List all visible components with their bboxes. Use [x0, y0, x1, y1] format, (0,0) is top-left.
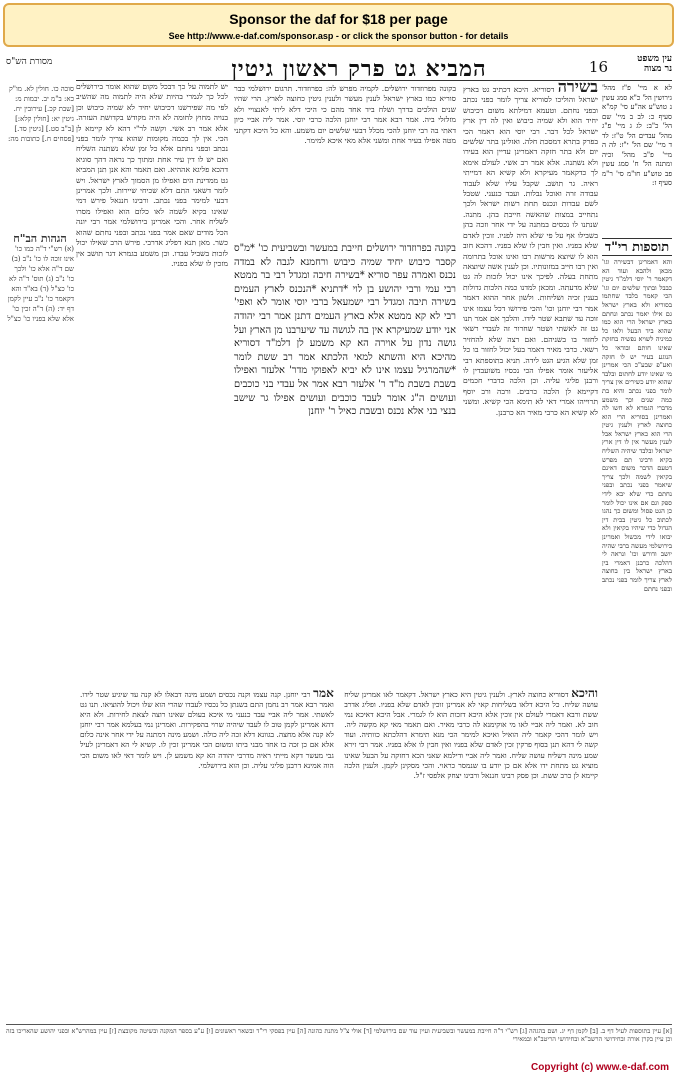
copyright-notice: Copyright (c) www.e-daf.com — [531, 1062, 669, 1073]
rashi-start-word: בשירה — [557, 82, 598, 96]
lower-left-commentary — [80, 688, 334, 1018]
masoret-hashas-refs: סוכה כו. חולין לא. מו"ק כא: ב"מ יב. יבמות מ: [שבת קכ.] עירובין יח. גיטין יא: [חולין קלא:] [ב"ב סט.] [גיטין סד.] [פסחים ח.] כתובות מה: — [8, 85, 74, 143]
page-header-title: המביא גט פרק ראשון גיטין — [231, 56, 487, 82]
lower-left-start-word: אמר — [313, 688, 334, 700]
masoret-hashas-label: מסורת הש"ס — [6, 57, 53, 67]
gemara-text: בקונה בפרוזדור ירושלים חייבת במעשר ובשביעית כו' *מ"ס קסבר כיבוש יחיד שמיה כיבוש ורחמנא לגבה לא במדה נכנס ואמרה עפר סוריא *בשירה חיבה ומגדל רבי בר ממטא רבי עמי ורבי יהושע בן לוי *דתניא *הנכנס לארץ העמים בשירה תיבה ומגדל רבי ישמעאל ברבי יוסי אומר לא ואפי' רבי לא קא ממטא אלא בארץ העמים דתנן אמר רבי יהודה אני יודע שמעיקרא אין בה לגושה עד שיערבנו מן הארץ ועל גושה נדון על אוירה הא קא משמע לן דלמ"ד דסוריא מהיכא היא והשתא למאי הלכתא אמר רב ששת לומר *שהמרגיל עצמו אינו לא יביא לאפוקי מדר' אלעזר ואפילו בשבת בשבת מ"ד ר' אלעזר רבא אמר אל עבדי בני כוכבים ועושים ה"ג אומר לעבד כוכבים ועושים אפילו גר שישב בנצי בני אלא נכנס ובשבת כאיל ר' יוחנן — [234, 243, 456, 418]
masoret-hashas-column — [6, 84, 74, 964]
sponsor-subtitle: See http://www.e-daf.com/sponsor.asp - or click the sponsor button - for details — [168, 31, 509, 41]
tosafot-rid-title: תוספות רי"ד — [602, 238, 672, 256]
tosafot-rid-text: והא דאמרינן דבשירה וגו' מכאן ולהבא ועוד הא דקאמר ר' יוסי דלמ"ד גיטין כבבל ובתוך שלשים יום וגו' הכי קאמר בלבד שחתמו בסוריא ולא בארץ ישראל גם אילו יאמר נכתב ונחתם בארץ ישראל הרי הוא כמו שהוא ביד הבעל ולאו כל כמיניה לשויא נפשיה בחזקת שאינו חותם ובודאי כל הנוגע בעיר יש לו חזקה ואע"פ שבע"כ הכי אמרינן מי שאינו יודע לחתום ובלבד שהוא יודע כשירים אין צריך לומר בפני נכתב והיא בת כמה שנים וכך משמע מדברי הגמרא לא חשו לה ואמרינן בסוריא הרי הוא כחוצה לארץ ולענין גיטין הרי הוא כארץ ישראל אבל לענין מעשר אין לו דין ארץ ישראל ובלבד שיהיה השליח בקיא ורבינו תם מפרש דטעם הדבר משום דאינם בקיאין לשמה ולכך צריך שיאמר בפני נכתב ובפני נחתם כדי שלא יבא לידי ספק וגם אם אינו יכול לומר כן הגט פסול ומשום כך נהגו לכתוב כל גיטין בבית דין הגדול כדי שיהיו בקיאין ולא יבואו לידי מכשול ואמרינן בירושלמי מעשה ברבי שהיה יושב ודורש וכו' ונראה לי דהלכה כרבנן דאמרי בין בארץ ישראל בין בחוצה לארץ צריך לומר בפני נכתב ובפני נחתם — [602, 258, 672, 593]
ein-mishpat-label: עין משפט נר מצוה — [637, 54, 672, 74]
hagahot-habach-text: (א) רש"י ד"ה כמו כו' אינו זוכה לו כו' נ"ב (ב) שם ד"ה אלא כו' ולכך כו' נ"ב (ג) תוס' ד"ה לא כו' כצ"ל (ד) בא"ד והא דקאמר כו' נ"ב עיין לקמן דף יד: (ה) ד"ה זכין כו' אלא שלא בפניו כו' כצ"ל — [7, 245, 74, 323]
sponsor-title: Sponsor the daf for $18 per page — [229, 11, 448, 27]
tosafot-commentary: יש לתמוה על כך דבכל מקום שהוא אומר בירושלים לכל כך לגמרי בהיות שלא היה לתמוה מה שהשיב לפי מה שפירשנו דכיבוש יחיד לא שמיה כיבוש וכן בנויה מחוץ לחומה לא היה מקודש בקדושת העזרה. אלא אמר רב אשי. וקשה לר"י דהא לא קיימא לן הכי. אין לך בכמה מקומות שהוא צריך לומר בפני נכתב ובפני נחתם אלא כל זמן שלא נשתנה השליח ואם יש לו דין עיר אחת ומתוך כך נראה דהך סוגיא דהכא פליגא אההיא. ואם תאמר והא אנן תנן המביא גט ממדינת הים ואפילו מן הסמוך לארץ ישראל. ויש לומר דשאני התם דלא שכיחי שיירות. ולכך אמרינן דבעי למימר בפני נכתב. ורבינו חננאל פירש דמי שאינו בקיא לשמה לאו כלום הוא ואפילו מסרו לשליח אחר. והכי אמרינן בירושלמי אמר רבי יונה הכל מודים שאם אמר בפני נכתב ובפני נחתם שהוא כשר. מאן תנא דפליג אדרבי. פירש הרב שאילו יכול לזכות בשביל עבדו. וכן משמע בגמרא דגר תושב אין מזכין לו שלא בפניו. — [76, 82, 228, 268]
page-number: 16 — [588, 58, 608, 76]
lower-commentary — [80, 688, 598, 1018]
rashi-commentary — [463, 82, 598, 682]
rashi-text: דסוריא. היכא דכתיב גט בארץ ישראל והוליכו לסוריא צריך לומר בפני נכתב ובפני נחתם. וטעמא דמילתא משום דכיבוש יחיד הוא ולא שמיה כיבוש ואין לה דין ארץ ישראל לכל דבר. רבי יוסי הוא דאמר הכי בפרק בתרא דמסכת חלה. ואזלינן בתר שלשים יום ולא בתר חזקה דאמרינן עדיין הוא בעירו ולא נשתנה. אלא אמר רב אשי. לעולם אימא לך כדקאמר מעיקרא ולא קשיא הא דמייתי ראיה. גר תושב. שקבל עליו שלא לעבוד עבודה זרה ואוכל נבלות. ועבד כנעני. שטבל לשם עבדות ונכנס תחת רשות ישראל ולכך נתחייב במצות שהאשה חייבת בהן. מתנה. שנתנו לו נכסים במתנה על ידי אחר וזכה בהן בשבילו אף על פי שלא היה לפניו. זוכין לאדם שלא בפניו. ואין חבין לו שלא בפניו. דהכא חוב הוא לו שיוצא מרשות רבו ואינו אוכל בתרומה ואין רבו חייב במזונותיו. וכן לענין אשה שיוצאה מתחת בעלה. לפיכך אינו יכול לזכות לה גט שלא מדעתה. ומכאן למדנו כמה הלכות גדולות בענין זכיה ושליחות. ולשון אחר ההוא דאמר אמר רבי יוחנן וכו' והכי פירושו דכל עצמו אינו זוכה עד שתבא שטר לידו. והלכך אם אמר תנו גט זה לאשתי ושטר שחרור זה לעבדי רשאי לחזור בו בשניהם. ואם רצה שלא להחזיר רשאי. כרבי מאיר דאמר בעל יכול לחזור בו כל זמן שלא הגיע הגט לידה. תניא בתוספתא רבי אליעזר אומר אפילו הכי נכסיו משועבדין לו ורבנן פליגי עליה. וכן הלכה כדברי חכמים דקיימא לן הלכה כרבים. ורבה ורב יוסף תרוייהו אמרי דאי לא תימא הכי קשיא. ומשני לא קשיא הא כרבי מאיר הא כרבנן. — [463, 85, 598, 417]
lower-right-commentary — [344, 688, 598, 1018]
sponsor-banner[interactable] — [3, 3, 674, 47]
gemara-upper-commentary: בקונה מפרוזדור ירושלים. לקמיה מפרש לה: כפרוזדור. תרגום ירושלמי כבר סוריא כמו בארץ ישראל לענין מעשר ולענין גיטין כחוצה לארץ. הרי שהיו שנים הולכים בדרך ושלח ביד אחד מהם כי היכי דלא ליתי לאנצויי ולא מזלזלי ביה. אמר רבא אמר רבי יוחנן הלכה כרבי יוסי. אמר ליה אביי כיון דאתי בה רבי יוחנן להכי מכלל דבעי שלשים יום משמע. והא כל היכא דקתני מטה אפילו בעיר אחת ומשני אלא מאי איכא למימר. — [234, 84, 456, 146]
talmud-page — [6, 52, 672, 1064]
footnotes: [א] עיין בתוספות לעיל דף ב. [ב] לקמן דף יג. ושם בהגהה [ג] רש"י ד"ה חייבת במעשר ובשביעית ועיין עוד שם בירושלמי [ד] אולי צ"ל מתנת כהונה [ה] עיין בפסקי רי"ד ובשאר ראשונים [ו] ע"ע בספר המקנה ובשיטה מקובצת [ז] עיין במהרש"א ובפני יהושע שהאריכו בזה וכן עיין בקרן אורה ובחידושי הרשב"א ובחידושי הריטב"א ובמאירי — [6, 1024, 672, 1062]
lower-left-text: רבי יוחנן. קנה עצמו וקנה נכסים ושמע מינה דבאלו לא קנה עד שיגיע שטר לידו. ואמר רבא אמר רב נחמן התם בשנתן כל נכסיו לעבדו שהרי הוא שלו ויכול להוציאו. תנו גט לאשתי. אמר ליה אביי עבד כנעני מי איכא בעולם שאינו רוצה לצאת לחירות. ולא היא דהא אמרינן לקמן טוב לו לעבד שיהיה שרוי בהפקירות. ואמרינן נמי בעלמא אמר רבי יוחנן לא קנה אלא מחצה. בגוונא דלא זכה ליה כולה. ושמע מינה דמתנה על ידי אחר אינה כלום אלא אם כן זכה בו אחד מבני ביתו ומשום הכי אמרינן זכין לו. קשיא לי הא דאמרינן לעיל גבי מעשר דקא מייתי ראיה מדרבי יהודה הא קא משמע לן. ויש לומר דאי לאו משום הכי הוה אמינא דרבנן פליגי עליה. וכן הוא בירושלמי. — [80, 690, 334, 770]
hagahot-habach-title: הגהות הב"ח — [13, 232, 67, 245]
lower-right-start-word: והיכא — [571, 688, 598, 700]
ein-mishpat-text: לא א מיי' פ"ז מהל' גירושין הל' כ"א סמג עשין נ טוש"ע אה"ע סי' קמ"א סעיף כ: לב ב מיי' שם הל' כ"ב: לג ג מיי' פ"ג מהל' עבדים הל' ט"ז: לד ד מיי' שם הל' י"ז: לה ה מיי' פ"ב מהל' זכיה ומתנה הל' ח' סמג עשין פב טוש"ע חו"מ סי' ר"מ סעיף ז: — [602, 84, 672, 187]
header-rule — [76, 80, 672, 81]
lower-right-text: דסוריא כחוצה לארץ. ולענין גיטין היא כארץ ישראל. דקאמר לאו אמרינן שליח עושה שליח. כל היכא דלאו בשליחות קאי לא אמרינן זוכין לאדם שלא בפניו. ופליג אדרב ששת ורבא דאמרי לעולם אין זוכין אלא היכא דזכות הוא לו לגמרי. אבל היכא דאיכא נמי חוב לא. ואמר ליה אביי לאו מי אוקימנא לה כרבי מאיר. ואם תאמר מאי קא מקשה ליה. ויש לומר דהכי קאמר ליה הואיל ואיכא למימר הכי מנא תימרא דהלכתא כוותיה. ועוד קשה לי דהא תנן בסוף פרקין זכין לאדם שלא בפניו ואין חבין לו אלא בפניו. אמר רבי זירא שמע מינה דשליח עושה שליח. ואמר ליה אביי ודילמא שאני הכא דחזקה על הבעל שאינו מוציא גט מתחת ידו אלא אם כן יודע בו שנמסר כראוי. והכי מסקינן לקמן. ולענין הלכה קיימא לן כרב ששת. וכן פסק רבינו חננאל ורבינו יצחק אלפסי ז"ל. — [344, 690, 598, 780]
